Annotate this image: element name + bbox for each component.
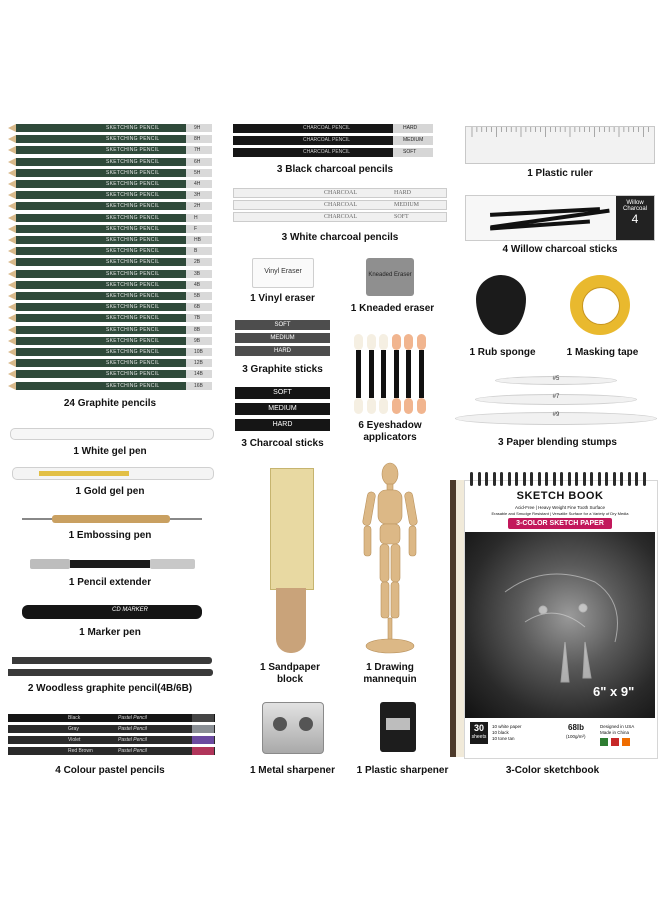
pencil-label: SKETCHING PENCIL bbox=[106, 136, 160, 143]
pencil-grade: 3H bbox=[194, 192, 201, 199]
pencil-body bbox=[16, 359, 186, 367]
pencil-tip bbox=[8, 146, 16, 154]
pencil-body bbox=[16, 337, 186, 345]
pencil-tip bbox=[8, 124, 16, 132]
pencil-grade: 8H bbox=[194, 136, 201, 143]
graphite-pencil bbox=[8, 191, 213, 199]
spiral-ring bbox=[538, 472, 541, 486]
graphite-pencil bbox=[8, 146, 213, 154]
pencil-label: SKETCHING PENCIL bbox=[106, 304, 160, 311]
eyeshadow-applicator bbox=[404, 334, 413, 414]
pencil-tip bbox=[8, 382, 16, 390]
pencil-grade: 16B bbox=[194, 382, 203, 389]
spiral-ring bbox=[568, 472, 571, 486]
pastel-label: Pastel Pencil bbox=[118, 715, 147, 721]
spiral-ring bbox=[515, 472, 518, 486]
eyeshadow-applicator bbox=[392, 334, 401, 414]
pencil-label: SKETCHING PENCIL bbox=[106, 293, 160, 299]
spiral-ring bbox=[470, 472, 473, 486]
spiral-ring bbox=[590, 472, 593, 486]
willow-box-text: Willow Charcoal bbox=[622, 200, 647, 212]
plastic-ruler bbox=[465, 126, 655, 164]
graphite-stick-set bbox=[235, 320, 330, 360]
white-charcoal-grade: HARD bbox=[394, 190, 412, 196]
pencil-tip bbox=[8, 214, 16, 222]
kneaded-eraser-caption: 1 Kneaded eraser bbox=[350, 303, 435, 314]
spiral-ring bbox=[643, 472, 646, 486]
sketchbook-weight-sub: (100g/m²) bbox=[566, 734, 586, 739]
pencil-grade: 9B bbox=[194, 337, 201, 344]
pencil-body bbox=[16, 314, 186, 322]
blending-stump bbox=[495, 376, 617, 385]
pencil-tip bbox=[8, 202, 16, 210]
kneaded-eraser-label: Kneaded Eraser bbox=[368, 272, 412, 278]
pencil-label: SKETCHING PENCIL bbox=[106, 315, 160, 322]
sketchbook-info-line: 10 white paper bbox=[492, 724, 522, 729]
graphite-pencil bbox=[8, 281, 213, 289]
pencil-label: SKETCHING PENCIL bbox=[106, 214, 160, 221]
vinyl-eraser-label: Vinyl Eraser bbox=[264, 268, 302, 275]
pencil-end bbox=[186, 247, 212, 255]
spiral-ring bbox=[635, 472, 638, 486]
pencil-grade: 5H bbox=[194, 169, 201, 176]
pencil-tip bbox=[8, 191, 16, 199]
pencil-tip bbox=[8, 236, 16, 244]
pencil-grade: 7B bbox=[194, 315, 201, 322]
pencil-grade: B bbox=[194, 248, 198, 255]
pastel-name: Red Brown bbox=[68, 748, 93, 754]
willow-charcoal-box bbox=[465, 195, 655, 241]
pencil-body bbox=[16, 382, 186, 390]
spiral-ring bbox=[613, 472, 616, 486]
black-charcoal-pencil-set bbox=[233, 124, 433, 160]
sandpaper-caption-line1: 1 Sandpaper bbox=[259, 662, 321, 673]
graphite-pencil bbox=[8, 158, 213, 166]
acid-free-icon bbox=[611, 738, 619, 746]
pastel-label: Pastel Pencil bbox=[118, 726, 147, 732]
applicator-handle bbox=[394, 350, 399, 398]
pencil-body bbox=[16, 202, 186, 210]
charcoal-stick-set bbox=[235, 387, 330, 435]
pencil-tip bbox=[8, 370, 16, 378]
pencil-body bbox=[16, 124, 186, 132]
pencil-grade: HB bbox=[194, 237, 201, 243]
ruler-caption: 1 Plastic ruler bbox=[527, 168, 593, 179]
pencil-tip bbox=[8, 225, 16, 233]
white-charcoal-pencil bbox=[233, 188, 447, 198]
graphite-pencil bbox=[8, 348, 213, 356]
pencil-grade: 7H bbox=[194, 147, 201, 154]
pencil-tip bbox=[8, 359, 16, 367]
white-charcoal-brand: CHARCOAL bbox=[324, 214, 358, 220]
graphite-pencil bbox=[8, 359, 213, 367]
sketchbook-sub1: Acid-Free | Heavy Weight Fine Tooth Surface bbox=[514, 505, 606, 510]
pencil-label: SKETCHING PENCIL bbox=[106, 371, 160, 378]
pencil-extender-caption: 1 Pencil extender bbox=[68, 577, 152, 588]
pastel-pencil bbox=[8, 747, 215, 755]
graphite-pencils-caption: 24 Graphite pencils bbox=[63, 398, 157, 409]
applicator-handle bbox=[381, 350, 386, 398]
spiral-ring bbox=[628, 472, 631, 486]
pencil-label: SKETCHING PENCIL bbox=[106, 281, 160, 288]
applicator-tip bbox=[404, 398, 413, 414]
graphite-pencil bbox=[8, 258, 213, 266]
rub-sponge bbox=[476, 275, 526, 335]
pencil-body bbox=[16, 370, 186, 378]
spiral-ring bbox=[508, 472, 511, 486]
pencil-body bbox=[16, 326, 186, 334]
pencil-tip bbox=[8, 135, 16, 143]
spiral-ring bbox=[500, 472, 503, 486]
pencil-end bbox=[186, 225, 212, 233]
pencil-label: SKETCHING PENCIL bbox=[106, 147, 160, 154]
pastel-band bbox=[192, 714, 214, 722]
spiral-ring bbox=[530, 472, 533, 486]
pastel-band bbox=[192, 725, 214, 733]
pencil-grade: 4B bbox=[194, 281, 201, 288]
pencil-grade: F bbox=[194, 225, 198, 232]
sketchbook-caption: 3-Color sketchbook bbox=[505, 765, 600, 776]
sketchbook-sheets-word: sheets bbox=[471, 734, 487, 740]
applicator-tip bbox=[379, 334, 388, 350]
pencil-grade: 8B bbox=[194, 326, 201, 333]
charcoal-grade: HARD bbox=[403, 125, 418, 131]
pencil-body bbox=[16, 247, 186, 255]
sketchbook-origin1: Designed in USA bbox=[600, 724, 635, 729]
eyeshadow-applicator bbox=[417, 334, 426, 414]
marker-pen-label: CD MARKER bbox=[112, 607, 149, 613]
spiral-ring bbox=[605, 472, 608, 486]
applicator-tip bbox=[354, 398, 363, 414]
pencil-grade: H bbox=[194, 214, 198, 221]
sketchbook-origin2: Made in China bbox=[600, 730, 630, 735]
pencil-body bbox=[16, 270, 186, 278]
pencil-body bbox=[16, 281, 186, 289]
graphite-pencil bbox=[8, 270, 213, 278]
pencil-grade: 5B bbox=[194, 293, 201, 299]
graphite-pencil bbox=[8, 169, 213, 177]
willow-caption: 4 Willow charcoal sticks bbox=[502, 244, 618, 255]
applicator-tip bbox=[392, 334, 401, 350]
pencil-label: SKETCHING PENCIL bbox=[106, 158, 160, 165]
applicator-handle bbox=[419, 350, 424, 398]
pencil-grade: 3B bbox=[194, 270, 201, 277]
eyeshadow-applicator-set bbox=[350, 334, 430, 414]
graphite-pencil bbox=[8, 247, 213, 255]
pastel-caption: 4 Colour pastel pencils bbox=[55, 765, 165, 776]
pencil-body bbox=[16, 146, 186, 154]
charcoal-sticks-caption: 3 Charcoal sticks bbox=[241, 438, 324, 449]
spiral-ring bbox=[485, 472, 488, 486]
applicator-handle bbox=[369, 350, 374, 398]
white-charcoal-brand: CHARCOAL bbox=[324, 190, 358, 196]
pencil-end bbox=[186, 214, 212, 222]
sandpaper-caption-line2: block bbox=[276, 674, 304, 685]
pastel-name: Gray bbox=[68, 726, 79, 732]
spiral-ring bbox=[620, 472, 623, 486]
pencil-grade: 2B bbox=[194, 259, 201, 266]
pencil-grade: 12B bbox=[194, 360, 203, 367]
pencil-body bbox=[16, 135, 186, 143]
pencil-grade: 14B bbox=[194, 371, 203, 378]
applicator-tip bbox=[379, 398, 388, 414]
pencil-grade: 2H bbox=[194, 203, 201, 210]
rub-sponge-caption: 1 Rub sponge bbox=[469, 347, 536, 358]
vinyl-eraser-caption: 1 Vinyl eraser bbox=[250, 293, 315, 304]
pencil-body bbox=[16, 191, 186, 199]
applicator-handle bbox=[406, 350, 411, 398]
black-charcoal-pencil bbox=[233, 124, 433, 133]
graphite-pencil bbox=[8, 326, 213, 334]
woodless-caption: 2 Woodless graphite pencil(4B/6B) bbox=[27, 683, 193, 694]
charcoal-stick: HARD bbox=[235, 419, 330, 431]
applicator-handle bbox=[356, 350, 361, 398]
graphite-pencil bbox=[8, 135, 213, 143]
graphite-stick: HARD bbox=[235, 346, 330, 356]
blending-stump bbox=[475, 394, 637, 405]
pastel-pencil bbox=[8, 736, 215, 744]
pencil-grade: 6H bbox=[194, 158, 201, 165]
eyeshadow-applicator bbox=[367, 334, 376, 414]
applicator-tip bbox=[392, 398, 401, 414]
pencil-label: SKETCHING PENCIL bbox=[106, 203, 160, 210]
eyeshadow-applicator bbox=[379, 334, 388, 414]
drawing-mannequin bbox=[350, 460, 430, 660]
pencil-body bbox=[16, 214, 186, 222]
pencil-label: SKETCHING PENCIL bbox=[106, 237, 160, 243]
pencil-tip bbox=[8, 303, 16, 311]
mannequin-caption-line1: 1 Drawing bbox=[366, 662, 414, 673]
charcoal-brand: CHARCOAL PENCIL bbox=[303, 149, 351, 155]
pencil-label: SKETCHING PENCIL bbox=[106, 125, 160, 131]
plastic-sharpener-caption: 1 Plastic sharpener bbox=[356, 765, 449, 776]
pencil-label: SKETCHING PENCIL bbox=[106, 326, 160, 333]
pencil-body bbox=[16, 303, 186, 311]
sketchbook-title: SKETCH BOOK bbox=[516, 490, 604, 502]
ruler-ticks bbox=[466, 127, 654, 163]
recycle-icon bbox=[600, 738, 608, 746]
pencil-grade: 6B bbox=[194, 304, 201, 311]
charcoal-grade: SOFT bbox=[403, 149, 417, 155]
sketchbook-spiral bbox=[470, 472, 650, 486]
charcoal-stick: SOFT bbox=[235, 387, 330, 399]
pastel-name: Violet bbox=[68, 737, 81, 743]
pencil-tip bbox=[8, 270, 16, 278]
mannequin-caption-line2: mannequin bbox=[363, 674, 417, 685]
applicator-tip bbox=[417, 398, 426, 414]
applicator-tip bbox=[417, 334, 426, 350]
blending-stump bbox=[455, 412, 657, 425]
stump-label: #7 bbox=[552, 394, 560, 400]
metal-sharpener bbox=[262, 702, 324, 754]
pencil-grade: 10B bbox=[194, 349, 203, 355]
graphite-sticks-caption: 3 Graphite sticks bbox=[242, 364, 323, 375]
black-charcoal-pencil bbox=[233, 136, 433, 145]
charcoal-brand: CHARCOAL PENCIL bbox=[303, 137, 351, 143]
graphite-pencil bbox=[8, 180, 213, 188]
sketchbook-sub2: Erasable and Smudge Resistant | Versatile Surface for a Variety of Dry Media bbox=[491, 511, 629, 516]
quality-icon bbox=[622, 738, 630, 746]
white-charcoal-grade: MEDIUM bbox=[394, 202, 419, 208]
pencil-label: SKETCHING PENCIL bbox=[106, 259, 160, 266]
pencil-label: SKETCHING PENCIL bbox=[106, 349, 160, 355]
applicator-tip bbox=[367, 398, 376, 414]
pencil-tip bbox=[8, 314, 16, 322]
spiral-ring bbox=[583, 472, 586, 486]
pencil-tip bbox=[8, 180, 16, 188]
pastel-label: Pastel Pencil bbox=[118, 748, 147, 754]
applicator-tip bbox=[367, 334, 376, 350]
pencil-tip bbox=[8, 326, 16, 334]
eyeshadow-applicator bbox=[354, 334, 363, 414]
pencil-label: SKETCHING PENCIL bbox=[106, 192, 160, 199]
pencil-label: SKETCHING PENCIL bbox=[106, 169, 160, 176]
sketchbook-info bbox=[492, 724, 562, 742]
sketchbook-sheets-number: 30 bbox=[473, 723, 484, 733]
charcoal-stick: MEDIUM bbox=[235, 403, 330, 415]
blending-stumps-caption: 3 Paper blending stumps bbox=[498, 437, 617, 448]
white-charcoal-grade: SOFT bbox=[394, 214, 409, 220]
spiral-ring bbox=[545, 472, 548, 486]
graphite-pencil bbox=[8, 314, 213, 322]
spiral-ring bbox=[560, 472, 563, 486]
embossing-pen bbox=[22, 515, 202, 523]
kneaded-eraser bbox=[366, 258, 414, 296]
graphite-pencil bbox=[8, 303, 213, 311]
graphite-pencil bbox=[8, 292, 213, 300]
marker-pen bbox=[22, 605, 202, 619]
willow-box-count: 4 bbox=[631, 212, 639, 226]
graphite-pencil bbox=[8, 236, 213, 244]
pencil-body bbox=[16, 236, 186, 244]
graphite-pencil-set bbox=[0, 124, 220, 394]
graphite-stick: SOFT bbox=[235, 320, 330, 330]
sketchbook-size: 6" x 9" bbox=[593, 684, 635, 699]
pencil-body bbox=[16, 180, 186, 188]
masking-tape-caption: 1 Masking tape bbox=[566, 347, 639, 358]
white-gel-pen-caption: 1 White gel pen bbox=[73, 446, 147, 457]
graphite-pencil bbox=[8, 370, 213, 378]
woodless-pencil-4b bbox=[12, 657, 212, 664]
stump-label: #5 bbox=[552, 376, 560, 382]
pastel-pencil bbox=[8, 714, 215, 722]
pastel-label: Pastel Pencil bbox=[118, 737, 147, 743]
spiral-ring bbox=[598, 472, 601, 486]
plastic-sharpener bbox=[380, 702, 416, 752]
metal-sharpener-caption: 1 Metal sharpener bbox=[249, 765, 336, 776]
pencil-grade: 4H bbox=[194, 181, 201, 187]
white-charcoal-pencil bbox=[233, 212, 447, 222]
blending-stump-set bbox=[455, 376, 655, 430]
pencil-body bbox=[16, 225, 186, 233]
pencil-grade: 9H bbox=[194, 125, 201, 131]
sandpaper-block bbox=[270, 468, 312, 653]
applicator-tip bbox=[404, 334, 413, 350]
pencil-tip bbox=[8, 348, 16, 356]
masking-tape bbox=[570, 275, 630, 335]
vinyl-eraser bbox=[252, 258, 314, 288]
white-gel-pen bbox=[10, 428, 214, 440]
pencil-label: SKETCHING PENCIL bbox=[106, 270, 160, 277]
woodless-pencil-6b bbox=[8, 669, 213, 676]
pastel-name: Black bbox=[68, 715, 81, 721]
marker-pen-caption: 1 Marker pen bbox=[79, 627, 141, 638]
embossing-pen-caption: 1 Embossing pen bbox=[68, 530, 152, 541]
sketchbook-ribbon: 3-COLOR SKETCH PAPER bbox=[508, 518, 612, 529]
graphite-stick: MEDIUM bbox=[235, 333, 330, 343]
pencil-body bbox=[16, 258, 186, 266]
sketchbook-tiger-art bbox=[465, 532, 655, 718]
pencil-label: SKETCHING PENCIL bbox=[106, 225, 160, 232]
pencil-tip bbox=[8, 337, 16, 345]
eyeshadow-caption-line2: applicators bbox=[363, 432, 417, 443]
sketchbook-info-line: 10 black bbox=[492, 730, 509, 735]
pencil-tip bbox=[8, 292, 16, 300]
sketchbook-weight: 68lb bbox=[568, 723, 585, 732]
applicator-tip bbox=[354, 334, 363, 350]
black-charcoal-caption: 3 Black charcoal pencils bbox=[276, 164, 394, 175]
graphite-pencil bbox=[8, 202, 213, 210]
pencil-body bbox=[16, 292, 186, 300]
white-charcoal-pencil bbox=[233, 200, 447, 210]
spiral-ring bbox=[478, 472, 481, 486]
eyeshadow-caption-line1: 6 Eyeshadow bbox=[358, 420, 422, 431]
spiral-ring bbox=[493, 472, 496, 486]
spiral-ring bbox=[553, 472, 556, 486]
pencil-tip bbox=[8, 258, 16, 266]
pencil-tip bbox=[8, 158, 16, 166]
pastel-pencil bbox=[8, 725, 215, 733]
pencil-label: SKETCHING PENCIL bbox=[106, 382, 160, 389]
white-charcoal-brand: CHARCOAL bbox=[324, 202, 358, 208]
graphite-pencil bbox=[8, 214, 213, 222]
pastel-band bbox=[192, 747, 214, 755]
graphite-pencil bbox=[8, 124, 213, 132]
pencil-body bbox=[16, 348, 186, 356]
pencil-label: SKETCHING PENCIL bbox=[106, 337, 160, 344]
graphite-pencil bbox=[8, 225, 213, 233]
pencil-extender bbox=[30, 558, 195, 570]
spiral-ring bbox=[575, 472, 578, 486]
graphite-pencil bbox=[8, 382, 213, 390]
pastel-band bbox=[192, 736, 214, 744]
pencil-label: SKETCHING PENCIL bbox=[106, 181, 160, 187]
sketchbook-info-line: 10 tone tan bbox=[492, 736, 515, 741]
white-charcoal-pencil-set bbox=[233, 188, 448, 226]
charcoal-brand: CHARCOAL PENCIL bbox=[303, 125, 351, 131]
graphite-pencil bbox=[8, 337, 213, 345]
pencil-body bbox=[16, 158, 186, 166]
pencil-tip bbox=[8, 169, 16, 177]
pencil-tip bbox=[8, 281, 16, 289]
pastel-pencil-set bbox=[8, 714, 218, 760]
pencil-body bbox=[16, 169, 186, 177]
black-charcoal-pencil bbox=[233, 148, 433, 157]
charcoal-grade: MEDIUM bbox=[403, 137, 424, 143]
spiral-ring bbox=[523, 472, 526, 486]
pencil-tip bbox=[8, 247, 16, 255]
stump-label: #9 bbox=[552, 412, 560, 418]
pencil-label: SKETCHING PENCIL bbox=[106, 360, 160, 367]
gold-gel-pen-caption: 1 Gold gel pen bbox=[75, 486, 145, 497]
gold-gel-pen bbox=[12, 467, 214, 480]
white-charcoal-caption: 3 White charcoal pencils bbox=[281, 232, 399, 243]
pencil-label: SKETCHING PENCIL bbox=[106, 248, 160, 255]
sketchbook bbox=[450, 472, 656, 757]
